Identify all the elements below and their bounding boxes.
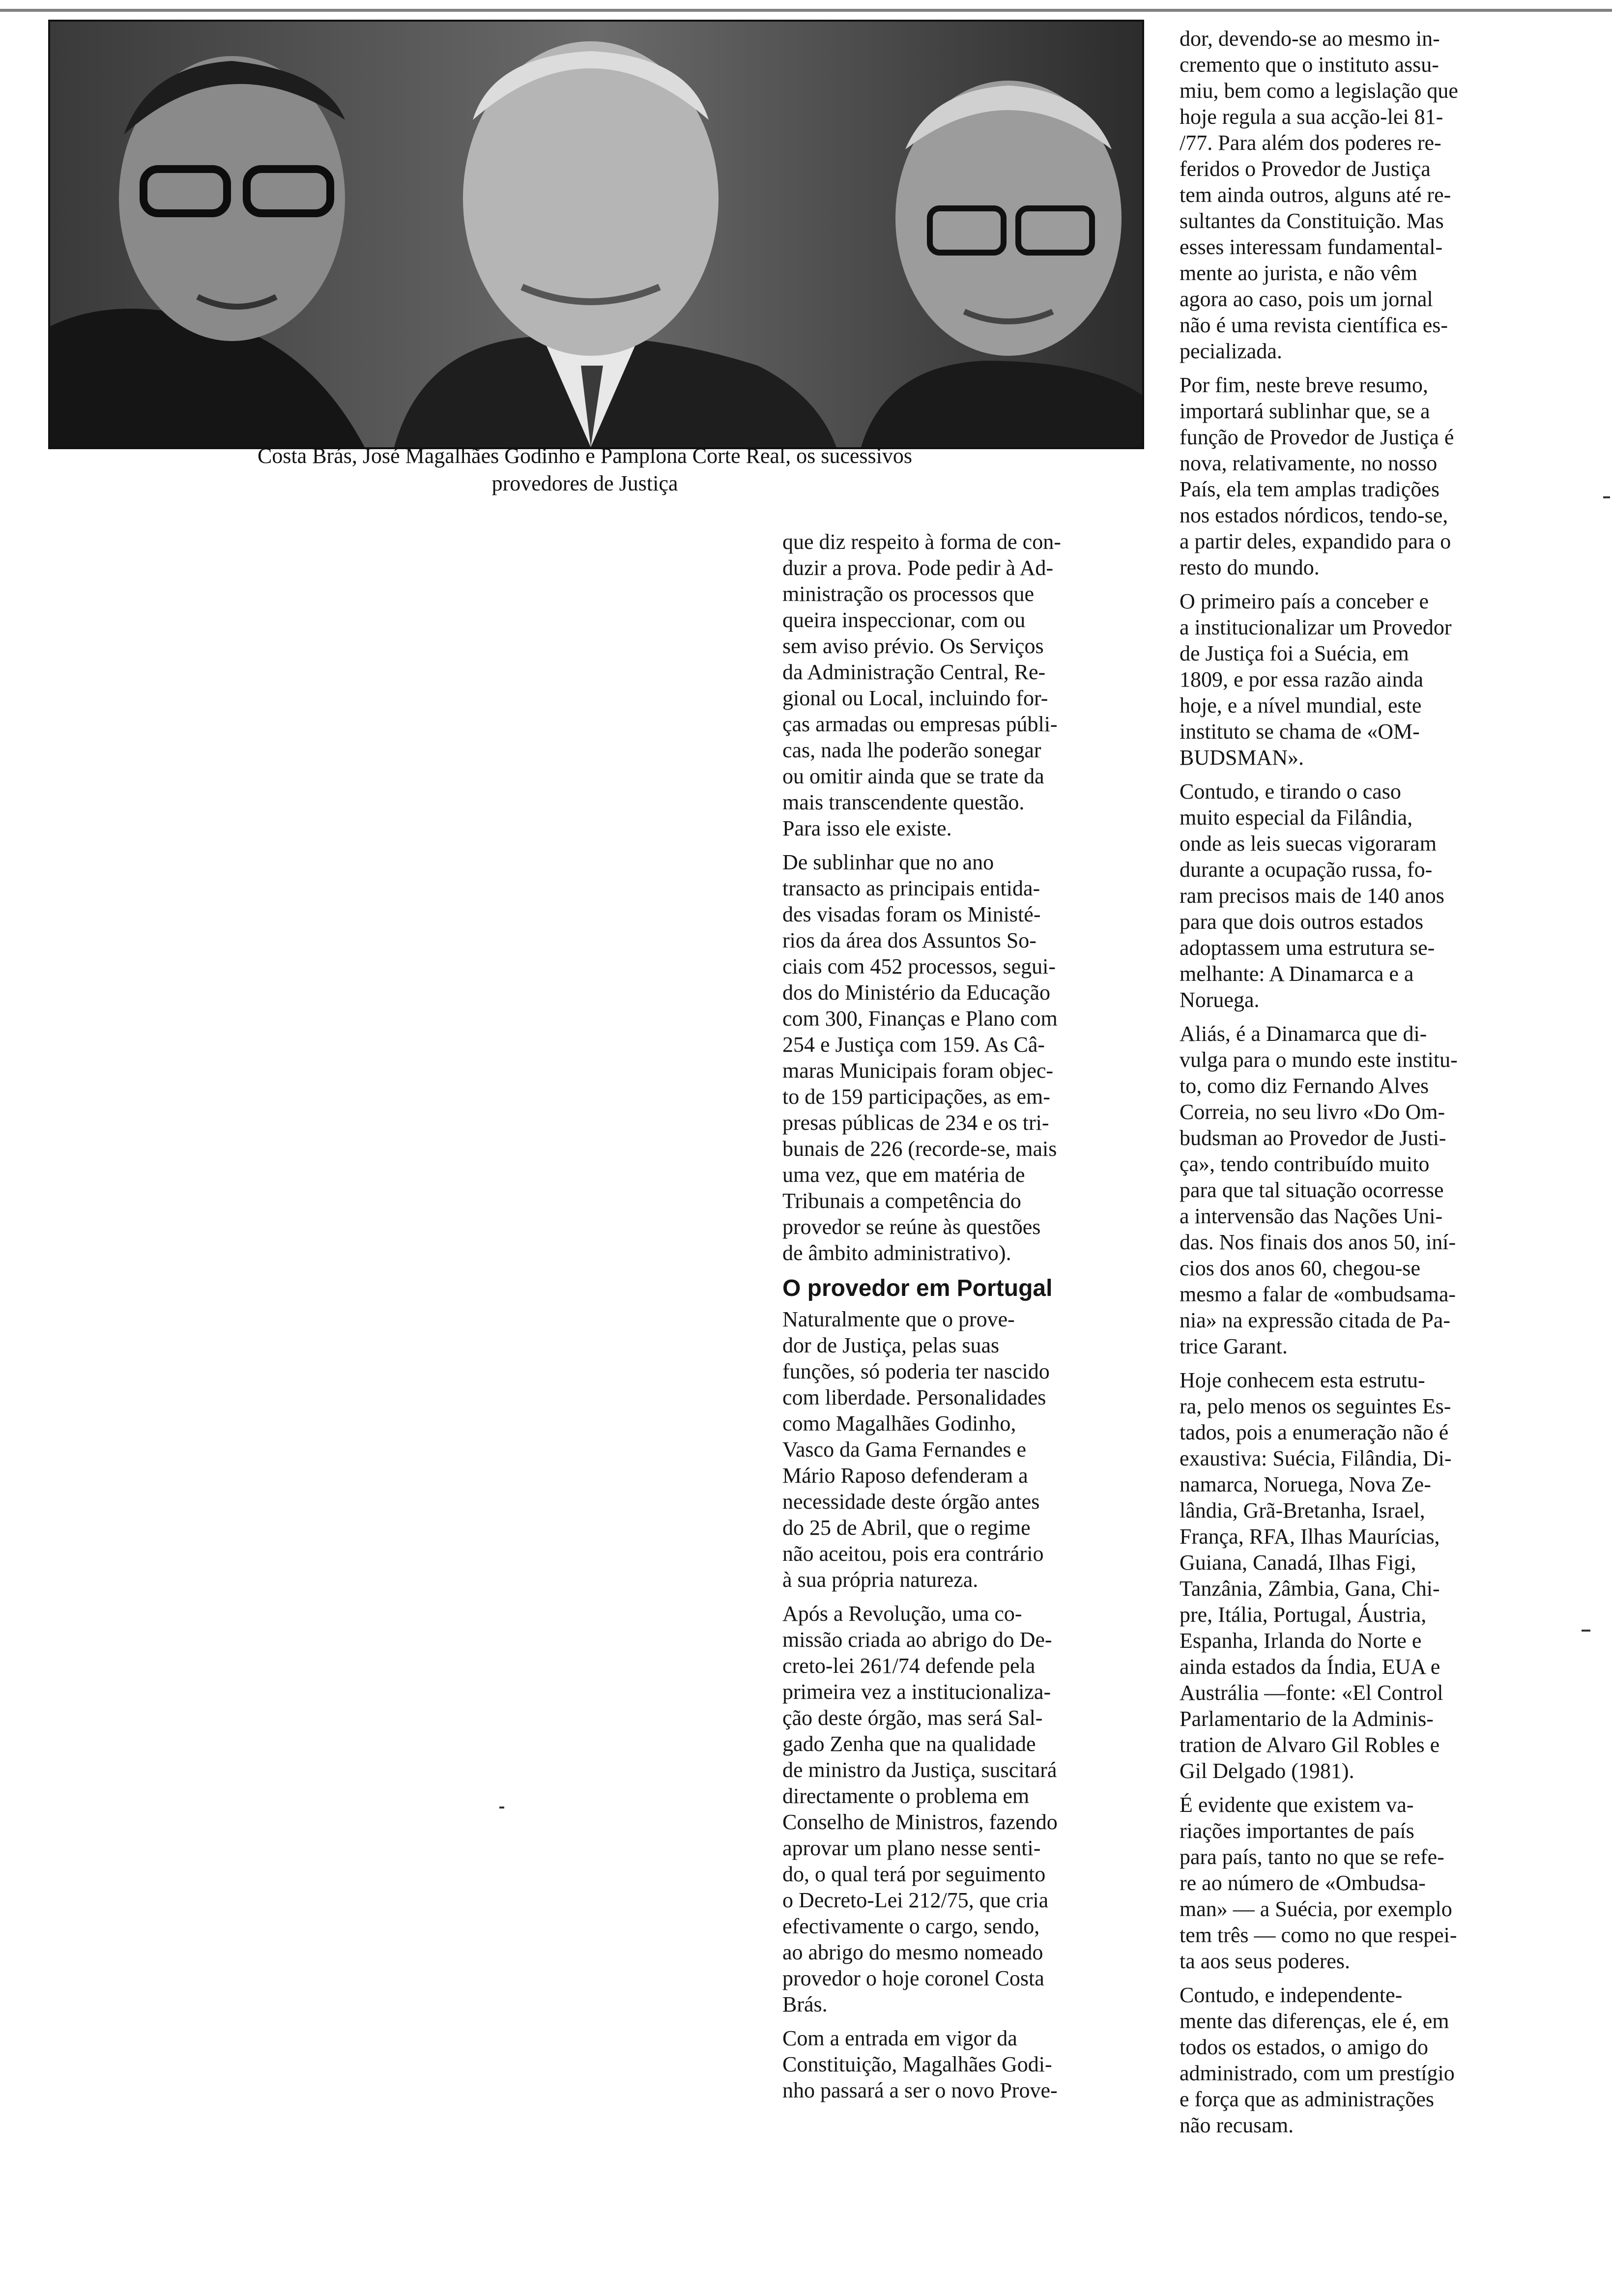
text-line: ção deste órgão, mas será Sal- xyxy=(782,1706,1043,1730)
text-line: duzir a prova. Pode pedir à Ad- xyxy=(782,556,1054,580)
article-column-middle xyxy=(782,529,1136,2111)
text-line: Após a Revolução, uma co- xyxy=(782,1602,1022,1626)
text-line: Noruega. xyxy=(1180,988,1260,1012)
text-line: Vasco da Gama Fernandes e xyxy=(782,1437,1027,1462)
text-line: mente ao jurista, e não vêm xyxy=(1180,261,1417,285)
text-line: ça», tendo contribuído muito xyxy=(1180,1152,1430,1176)
text-line: a partir deles, expandido para o xyxy=(1180,529,1451,553)
section-heading: O provedor em Portugal xyxy=(782,1275,1053,1301)
text-line: resto do mundo. xyxy=(1180,555,1320,579)
text-line: necessidade deste órgão antes xyxy=(782,1490,1040,1514)
text-line: O primeiro país a conceber e xyxy=(1180,589,1429,613)
text-line: melhante: A Dinamarca e a xyxy=(1180,962,1414,986)
text-line: País, ela tem amplas tradições xyxy=(1180,477,1440,501)
caption-line-1: Costa Brás, José Magalhães Godinho e Pamplona Corte Real, os sucessivos xyxy=(257,444,913,468)
text-line: to, como diz Fernando Alves xyxy=(1180,1074,1429,1098)
text-line: transacto as principais entida- xyxy=(782,876,1040,900)
text-line: De sublinhar que no ano xyxy=(782,850,994,874)
text-line: adoptassem uma estrutura se- xyxy=(1180,936,1435,960)
text-line: ra, pelo menos os seguintes Es- xyxy=(1180,1394,1451,1418)
text-line: Guiana, Canadá, Ilhas Figi, xyxy=(1180,1550,1416,1575)
text-line: gado Zenha que na qualidade xyxy=(782,1732,1036,1756)
text-line: tem ainda outros, alguns até re- xyxy=(1180,183,1451,207)
text-line: BUDSMAN». xyxy=(1180,746,1304,770)
text-line: durante a ocupação russa, fo- xyxy=(1180,858,1433,882)
text-line: directamente o problema em xyxy=(782,1784,1030,1808)
text-line: com liberdade. Personalidades xyxy=(782,1385,1046,1409)
text-line: França, RFA, Ilhas Maurícias, xyxy=(1180,1524,1440,1549)
text-line: provedor se reúne às questões xyxy=(782,1215,1041,1239)
paragraph xyxy=(782,849,1136,1266)
text-line: o Decreto-Lei 212/75, que cria xyxy=(782,1888,1049,1912)
paragraph xyxy=(782,529,1136,841)
text-line: a institucionalizar um Provedor xyxy=(1180,615,1452,639)
text-line: de ministro da Justiça, suscitará xyxy=(782,1758,1057,1782)
text-line: miu, bem como a legislação que xyxy=(1180,79,1458,103)
text-line: esses interessam fundamental- xyxy=(1180,235,1443,259)
text-line: Tribunais a competência do xyxy=(782,1189,1021,1213)
text-line: importará sublinhar que, se a xyxy=(1180,399,1430,423)
text-line: Com a entrada em vigor da xyxy=(782,2026,1017,2050)
text-line: Mário Raposo defenderam a xyxy=(782,1464,1028,1488)
text-line: não aceitou, pois era contrário xyxy=(782,1542,1044,1566)
text-line: Tanzânia, Zâmbia, Gana, Chi- xyxy=(1180,1577,1440,1601)
text-line: cios dos anos 60, chegou-se xyxy=(1180,1256,1421,1280)
paragraph xyxy=(1180,26,1553,364)
text-line: muito especial da Filândia, xyxy=(1180,805,1413,830)
scan-speck xyxy=(1603,496,1610,498)
text-line: rios da área dos Assuntos So- xyxy=(782,928,1036,952)
text-line: missão criada ao abrigo do De- xyxy=(782,1628,1052,1652)
text-line: Aliás, é a Dinamarca que di- xyxy=(1180,1022,1427,1046)
text-line: sem aviso prévio. Os Serviços xyxy=(782,634,1044,658)
text-line: ministração os processos que xyxy=(782,582,1034,606)
text-line: Correia, no seu livro «Do Om- xyxy=(1180,1100,1445,1124)
text-line: to de 159 participações, as em- xyxy=(782,1085,1050,1109)
text-line: ram precisos mais de 140 anos xyxy=(1180,884,1444,908)
text-line: provedor o hoje coronel Costa xyxy=(782,1966,1044,1990)
photo-caption xyxy=(118,442,1052,497)
text-line: instituto se chama de «OM- xyxy=(1180,719,1420,744)
paragraph xyxy=(1180,1021,1553,1359)
text-line: não recusam. xyxy=(1180,2113,1294,2137)
text-line: cremento que o instituto assu- xyxy=(1180,53,1439,77)
text-line: da Administração Central, Re- xyxy=(782,660,1046,684)
text-line: tem três — como no que respei- xyxy=(1180,1923,1457,1947)
text-line: mais transcendente questão. xyxy=(782,790,1025,814)
paragraph xyxy=(1180,588,1553,771)
text-line: primeira vez a institucionaliza- xyxy=(782,1680,1051,1704)
text-line: exaustiva: Suécia, Filândia, Di- xyxy=(1180,1446,1452,1470)
text-line: como Magalhães Godinho, xyxy=(782,1411,1016,1435)
text-line: pecializada. xyxy=(1180,339,1282,363)
text-line: tration de Alvaro Gil Robles e xyxy=(1180,1733,1440,1757)
text-line: dor, devendo-se ao mesmo in- xyxy=(1180,27,1440,51)
text-line: a intervensão das Nações Uni- xyxy=(1180,1204,1443,1228)
text-line: hoje, e a nível mundial, este xyxy=(1180,693,1422,718)
text-line: /77. Para além dos poderes re- xyxy=(1180,131,1441,155)
text-line: Por fim, neste breve resumo, xyxy=(1180,373,1428,397)
text-line: do 25 de Abril, que o regime xyxy=(782,1516,1031,1540)
text-line: namarca, Noruega, Nova Ze- xyxy=(1180,1472,1431,1496)
text-line: Para isso ele existe. xyxy=(782,816,952,840)
text-line: gional ou Local, incluindo for- xyxy=(782,686,1048,710)
text-line: agora ao caso, pois um jornal xyxy=(1180,287,1433,311)
text-line: ou omitir ainda que se trate da xyxy=(782,764,1044,788)
text-line: Conselho de Ministros, fazendo xyxy=(782,1810,1058,1834)
text-line: 254 e Justiça com 159. As Câ- xyxy=(782,1033,1045,1057)
text-line: vulga para o mundo este institu- xyxy=(1180,1048,1458,1072)
scan-speck xyxy=(1582,1630,1590,1632)
text-line: hoje regula a sua acção-lei 81- xyxy=(1180,105,1443,129)
text-line: administrado, com um prestígio xyxy=(1180,2061,1455,2085)
text-line: feridos o Provedor de Justiça xyxy=(1180,157,1431,181)
text-line: efectivamente o cargo, sendo, xyxy=(782,1914,1040,1938)
text-line: re ao número de «Ombudsa- xyxy=(1180,1871,1426,1895)
text-line: Constituição, Magalhães Godi- xyxy=(782,2052,1052,2076)
text-line: pre, Itália, Portugal, Áustria, xyxy=(1180,1603,1427,1627)
article-column-right xyxy=(1180,26,1553,2146)
text-line: para que tal situação ocorresse xyxy=(1180,1178,1444,1202)
text-line: sultantes da Constituição. Mas xyxy=(1180,209,1444,233)
text-line: tados, pois a enumeração não é xyxy=(1180,1420,1449,1444)
text-line: nos estados nórdicos, tendo-se, xyxy=(1180,503,1448,527)
text-line: uma vez, que em matéria de xyxy=(782,1163,1025,1187)
text-line: Contudo, e independente- xyxy=(1180,1983,1403,2007)
text-line: não é uma revista científica es- xyxy=(1180,313,1448,337)
text-line: Naturalmente que o prove- xyxy=(782,1307,1015,1331)
text-line: de Justiça foi a Suécia, em xyxy=(1180,641,1409,665)
photo-illustration xyxy=(50,22,1142,447)
photo-provedores xyxy=(48,20,1144,449)
text-line: 1809, e por essa razão ainda xyxy=(1180,667,1424,691)
text-line: Gil Delgado (1981). xyxy=(1180,1759,1354,1783)
text-line: riações importantes de país xyxy=(1180,1819,1414,1843)
caption-line-2: provedores de Justiça xyxy=(491,471,678,495)
paragraph xyxy=(1180,1792,1553,1974)
scan-speck xyxy=(499,1807,504,1808)
text-line: des visadas foram os Ministé- xyxy=(782,902,1041,926)
paragraph xyxy=(1180,372,1553,580)
text-line: onde as leis suecas vigoraram xyxy=(1180,832,1437,856)
paragraph xyxy=(1180,1982,1553,2138)
text-line: todos os estados, o amigo do xyxy=(1180,2035,1428,2059)
paragraph xyxy=(1180,1367,1553,1784)
paragraph xyxy=(782,2025,1136,2103)
text-line: ta aos seus poderes. xyxy=(1180,1949,1351,1973)
text-line: Contudo, e tirando o caso xyxy=(1180,779,1401,804)
text-line: É evidente que existem va- xyxy=(1180,1793,1414,1817)
text-line: das. Nos finais dos anos 50, iní- xyxy=(1180,1230,1456,1254)
text-line: para que dois outros estados xyxy=(1180,910,1424,934)
paragraph xyxy=(782,1601,1136,2017)
text-line: ao abrigo do mesmo nomeado xyxy=(782,1940,1043,1964)
text-line: para país, tanto no que se refe- xyxy=(1180,1845,1444,1869)
text-line: lândia, Grã-Bretanha, Israel, xyxy=(1180,1498,1425,1522)
paragraph xyxy=(782,1306,1136,1593)
text-line: trice Garant. xyxy=(1180,1334,1288,1358)
text-line: dos do Ministério da Educação xyxy=(782,980,1050,1004)
text-line: Hoje conhecem esta estrutu- xyxy=(1180,1368,1425,1392)
text-line: creto-lei 261/74 defende pela xyxy=(782,1654,1036,1678)
text-line: queira inspeccionar, com ou xyxy=(782,608,1026,632)
text-line: Brás. xyxy=(782,1992,828,2016)
text-line: mente das diferenças, ele é, em xyxy=(1180,2009,1449,2033)
text-line: nova, relativamente, no nosso xyxy=(1180,451,1438,475)
text-line: do, o qual terá por seguimento xyxy=(782,1862,1046,1886)
text-line: man» — a Suécia, por exemplo xyxy=(1180,1897,1452,1921)
text-line: à sua própria natureza. xyxy=(782,1568,979,1592)
text-line: e força que as administrações xyxy=(1180,2087,1434,2111)
text-line: budsman ao Provedor de Justi- xyxy=(1180,1126,1446,1150)
text-line: funções, só poderia ter nascido xyxy=(782,1359,1050,1383)
text-line: com 300, Finanças e Plano com xyxy=(782,1006,1058,1031)
text-line: dor de Justiça, pelas suas xyxy=(782,1333,1000,1357)
text-line: bunais de 226 (recorde-se, mais xyxy=(782,1137,1057,1161)
text-line: nho passará a ser o novo Prove- xyxy=(782,2078,1058,2102)
text-line: ainda estados da Índia, EUA e xyxy=(1180,1655,1440,1679)
text-line: cas, nada lhe poderão sonegar xyxy=(782,738,1041,762)
text-line: função de Provedor de Justiça é xyxy=(1180,425,1454,449)
text-line: mesmo a falar de «ombudsama- xyxy=(1180,1282,1456,1306)
paragraph xyxy=(1180,778,1553,1013)
text-line: aprovar um plano nesse senti- xyxy=(782,1836,1041,1860)
text-line: que diz respeito à forma de con- xyxy=(782,530,1061,554)
text-line: Austrália —fonte: «El Control xyxy=(1180,1681,1443,1705)
text-line: maras Municipais foram objec- xyxy=(782,1059,1054,1083)
text-line: ciais com 452 processos, segui- xyxy=(782,954,1056,978)
text-line: Espanha, Irlanda do Norte e xyxy=(1180,1629,1422,1653)
scan-edge-rule xyxy=(0,9,1612,12)
text-line: presas públicas de 234 e os tri- xyxy=(782,1111,1049,1135)
text-line: Parlamentario de la Adminis- xyxy=(1180,1707,1434,1731)
text-line: de âmbito administrativo). xyxy=(782,1241,1011,1265)
text-line: nia» na expressão citada de Pa- xyxy=(1180,1308,1450,1332)
text-line: ças armadas ou empresas públi- xyxy=(782,712,1058,736)
